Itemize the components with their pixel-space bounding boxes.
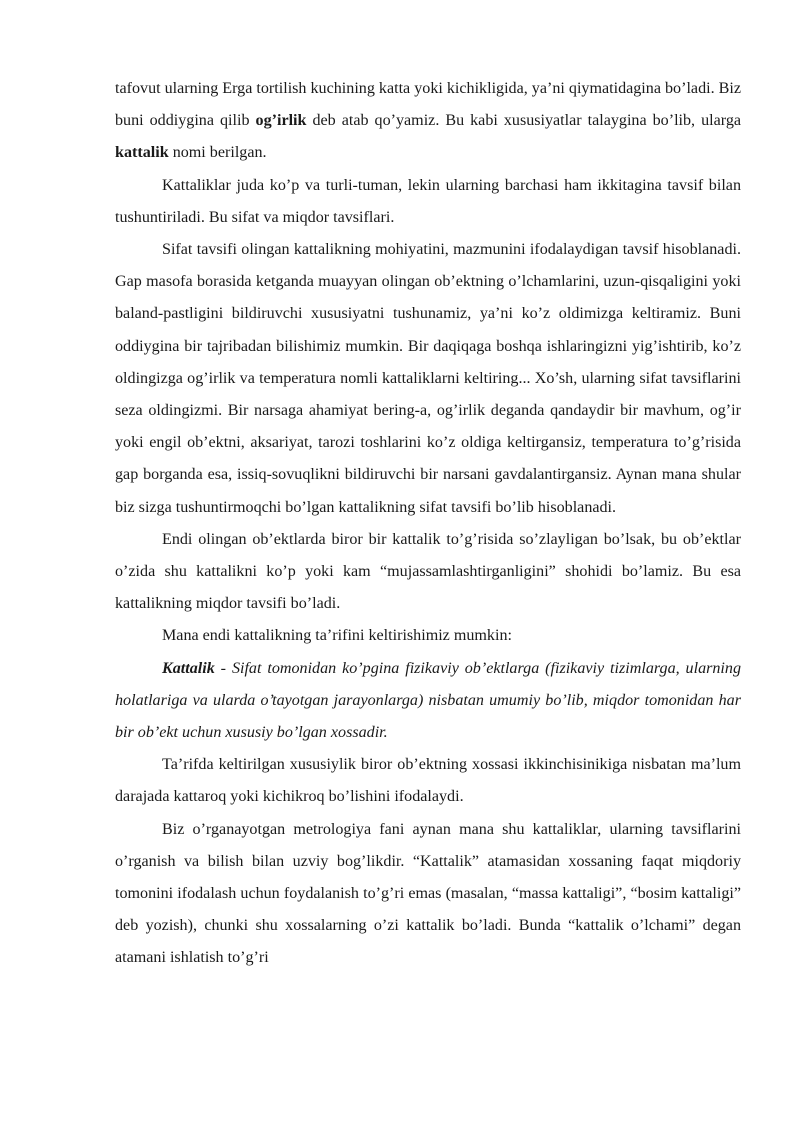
document-page [115,73,741,975]
definition-paragraph [115,653,741,750]
term-ogirlik: og’irlik [255,112,307,130]
paragraph-5: Mana endi kattalikning ta’rifini keltirishimiz mumkin: [162,627,512,645]
definition-body: - Sifat tomonidan ko’pgina fizikaviy ob’ektlarga (fizikaviy tizimlarga, ularning holatlariga va ularda o’tayotgan jarayonlarga) nisbatan umumiy bo’lib, miqdor tomonidan har bir ob’ekt uchun xususiy bo’lgan xossadir. [115,659,741,742]
paragraph-4: Endi olingan ob’ektlarda biror bir kattalik to’g’risida so’zlayligan bo’lsak, bu ob’ektlar o’zida shu kattalikni ko’p yoki kam “mujassamlashtirganligini” shohidi bo’lamiz. Bu esa kattalikning miqdor tavsifi bo’ladi. [115,530,741,613]
paragraph-1-text-a: tafovut ularning Erga tortilish kuchining katta yoki kichikligida, ya’ni qiymatidagina bo’ladi. Biz buni oddiygina qilib [115,80,741,130]
paragraph-1 [115,73,741,170]
paragraph-1-text-c: deb atab qo’yamiz. Bu kabi xususiyatlar talaygina bo’lib, ularga [306,112,742,130]
paragraph-8: Biz o’rganayotgan metrologiya fani aynan mana shu kattaliklar, ularning tavsiflarini o’rganish va bilish bilan uzviy bog’likdir. “Kattalik” atamasidan xossaning faqat miqdoriy tomonini ifodalash uchun foydalanish to’g’ri emas (masalan, “massa kattaligi”, “bosim kattaligi” deb yozish), chunki shu xossalarning o’zi kattalik bo’ladi. Bunda “kattalik o’lchami” degan atamani ishlatish to’g’ri [115,820,741,967]
definition-term: Kattalik [162,659,215,677]
paragraph-3: Sifat tavsifi olingan kattalikning mohiyatini, mazmunini ifodalaydigan tavsif hisoblanadi. Gap masofa borasida ketganda muayyan olingan ob’ektning o’lchamlarini, uzun-qisqaligini yoki baland-pastligini bildiruvchi xususiyatni tushunamiz, ya’ni ko’z oldimizga keltiramiz. Buni oddiygina bir tajribadan bilishimiz mumkin. Bir daqiqaga boshqa ishlaringizni yig’ishtirib, ko’z oldingizga og’irlik va temperatura nomli kattaliklarni keltiring... Xo’sh, ularning sifat tavsiflarini seza oldingizmi. Bir narsaga ahamiyat bering-a, og’irlik deganda qandaydir bir mavhum, og’ir yoki engil ob’ektni, aksariyat, tarozi toshlarini ko’z oldiga keltirgansiz, temperatura to’g’risida gap borganda esa, issiq-sovuqlikni bildiruvchi bir narsani gavdalantirgansiz. Aynan mana shular biz sizga tushuntirmoqchi bo’lgan kattalikning sifat tavsifi bo’lib hisoblanadi. [115,241,741,516]
paragraph-1-text-d: nomi berilgan. [168,144,267,162]
term-kattalik: kattalik [115,144,169,162]
paragraph-7: Ta’rifda keltirilgan xususiylik biror ob’ektning xossasi ikkinchisinikiga nisbatan ma’lum darajada kattaroq yoki kichikroq bo’lishini ifodalaydi. [115,756,741,806]
paragraph-2: Kattaliklar juda ko’p va turli-tuman, lekin ularning barchasi ham ikkitagina tavsif bilan tushuntiriladi. Bu sifat va miqdor tavsiflari. [115,176,741,226]
